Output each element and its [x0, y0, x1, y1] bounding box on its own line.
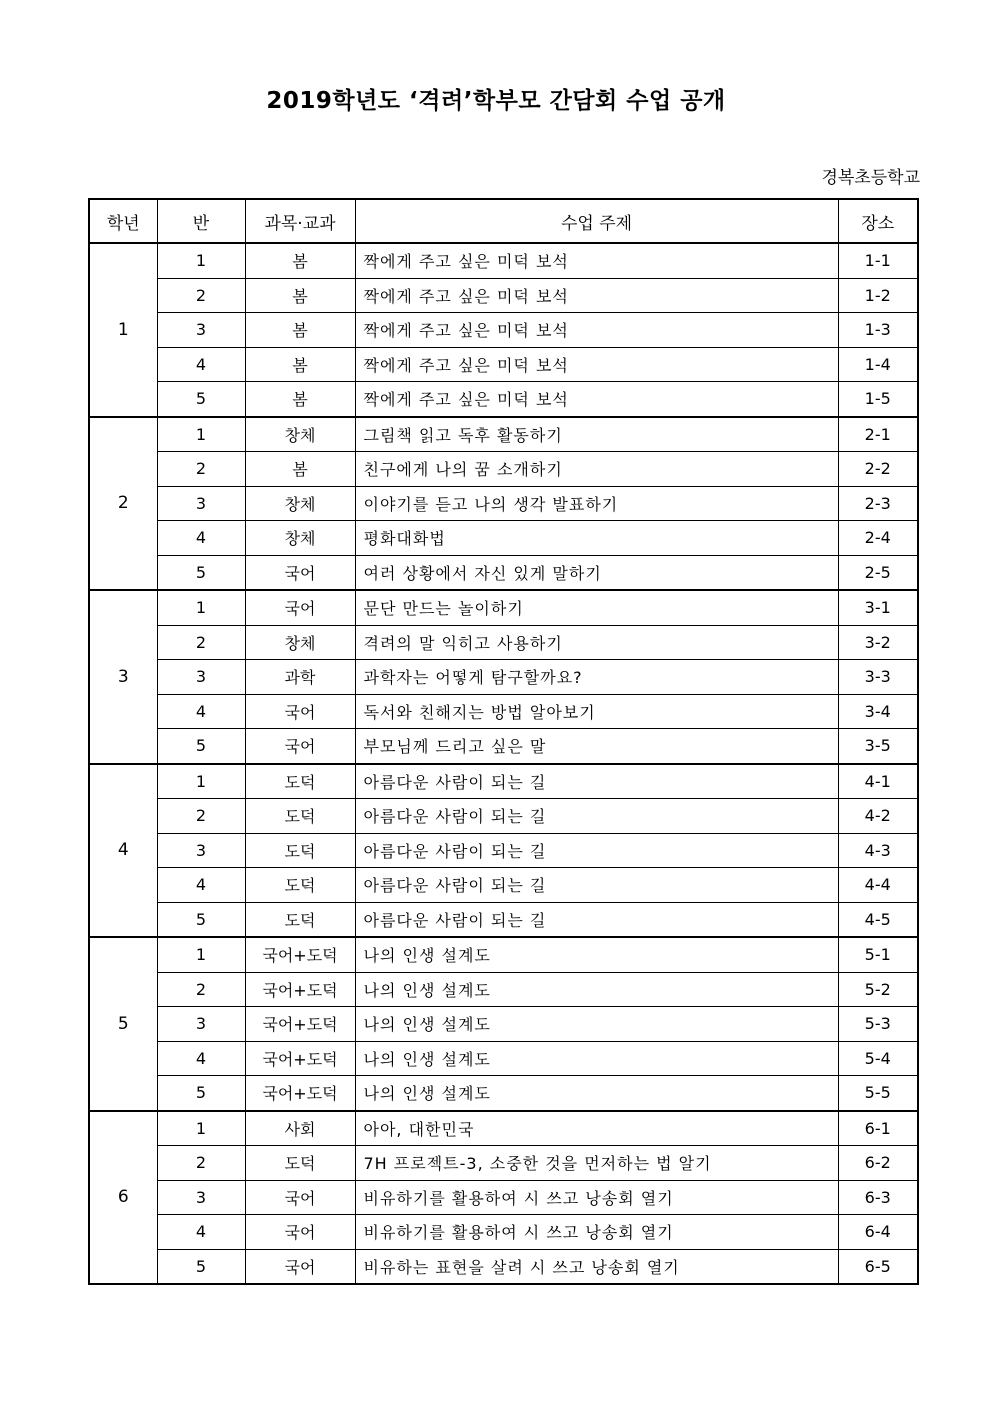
class-cell: 5 — [157, 555, 245, 590]
table-row — [89, 937, 918, 972]
topic-cell: 7H 프로젝트-3, 소중한 것을 먼저하는 법 알기 — [355, 1146, 838, 1181]
class-cell: 4 — [157, 694, 245, 729]
subject-cell: 국어 — [245, 729, 355, 764]
class-cell: 5 — [157, 902, 245, 937]
table-row — [89, 1007, 918, 1042]
table-row — [89, 417, 918, 452]
topic-cell: 아름다운 사람이 되는 길 — [355, 868, 838, 903]
subject-cell: 국어+도덕 — [245, 972, 355, 1007]
header-topic: 수업 주제 — [355, 199, 838, 243]
table-row — [89, 799, 918, 834]
class-cell: 5 — [157, 1076, 245, 1111]
subject-cell: 봄 — [245, 243, 355, 278]
table-row — [89, 486, 918, 521]
subject-cell: 국어 — [245, 590, 355, 625]
subject-cell: 국어+도덕 — [245, 1076, 355, 1111]
subject-cell: 도덕 — [245, 799, 355, 834]
subject-cell: 국어+도덕 — [245, 1007, 355, 1042]
subject-cell: 창체 — [245, 521, 355, 556]
subject-cell: 도덕 — [245, 1146, 355, 1181]
topic-cell: 비유하는 표현을 살려 시 쓰고 낭송회 열기 — [355, 1249, 838, 1284]
subject-cell: 국어 — [245, 555, 355, 590]
place-cell: 4-2 — [838, 799, 918, 834]
topic-cell: 짝에게 주고 싶은 미덕 보석 — [355, 278, 838, 313]
table-row — [89, 278, 918, 313]
subject-cell: 봄 — [245, 313, 355, 348]
place-cell: 1-5 — [838, 382, 918, 417]
topic-cell: 짝에게 주고 싶은 미덕 보석 — [355, 382, 838, 417]
table-row — [89, 1076, 918, 1111]
class-cell: 5 — [157, 1249, 245, 1284]
table-row — [89, 382, 918, 417]
class-cell: 2 — [157, 972, 245, 1007]
table-row — [89, 972, 918, 1007]
place-cell: 5-3 — [838, 1007, 918, 1042]
class-cell: 2 — [157, 1146, 245, 1181]
table-row — [89, 1041, 918, 1076]
table-row — [89, 590, 918, 625]
place-cell: 3-2 — [838, 625, 918, 660]
subject-cell: 창체 — [245, 486, 355, 521]
place-cell: 5-2 — [838, 972, 918, 1007]
class-cell: 4 — [157, 521, 245, 556]
topic-cell: 나의 인생 설계도 — [355, 1007, 838, 1042]
topic-cell: 아름다운 사람이 되는 길 — [355, 833, 838, 868]
place-cell: 4-5 — [838, 902, 918, 937]
topic-cell: 짝에게 주고 싶은 미덕 보석 — [355, 313, 838, 348]
header-place: 장소 — [838, 199, 918, 243]
topic-cell: 아아, 대한민국 — [355, 1111, 838, 1146]
class-cell: 1 — [157, 764, 245, 799]
subject-cell: 봄 — [245, 452, 355, 487]
place-cell: 2-5 — [838, 555, 918, 590]
page-title: 2019학년도 ‘격려’학부모 간담회 수업 공개 — [266, 88, 726, 114]
table-body — [89, 243, 918, 1284]
class-cell: 4 — [157, 1041, 245, 1076]
class-cell: 3 — [157, 486, 245, 521]
place-cell: 3-1 — [838, 590, 918, 625]
topic-cell: 나의 인생 설계도 — [355, 972, 838, 1007]
topic-cell: 아름다운 사람이 되는 길 — [355, 902, 838, 937]
class-cell: 2 — [157, 452, 245, 487]
class-cell: 1 — [157, 1111, 245, 1146]
topic-cell: 친구에게 나의 꿈 소개하기 — [355, 452, 838, 487]
class-cell: 2 — [157, 278, 245, 313]
place-cell: 5-4 — [838, 1041, 918, 1076]
place-cell: 3-3 — [838, 660, 918, 695]
grade-cell: 1 — [89, 243, 157, 417]
topic-cell: 나의 인생 설계도 — [355, 937, 838, 972]
table-row — [89, 1146, 918, 1181]
table-row — [89, 452, 918, 487]
place-cell: 3-4 — [838, 694, 918, 729]
subject-cell: 사회 — [245, 1111, 355, 1146]
table-row — [89, 694, 918, 729]
subject-cell: 국어+도덕 — [245, 937, 355, 972]
grade-cell: 4 — [89, 764, 157, 938]
header-class: 반 — [157, 199, 245, 243]
subject-cell: 도덕 — [245, 833, 355, 868]
school-name: 경복초등학교 — [821, 168, 920, 188]
table-row — [89, 555, 918, 590]
place-cell: 3-5 — [838, 729, 918, 764]
topic-cell: 이야기를 듣고 나의 생각 발표하기 — [355, 486, 838, 521]
topic-cell: 그림책 읽고 독후 활동하기 — [355, 417, 838, 452]
class-cell: 1 — [157, 243, 245, 278]
class-cell: 4 — [157, 1215, 245, 1250]
class-cell: 3 — [157, 313, 245, 348]
table-row — [89, 1215, 918, 1250]
topic-cell: 짝에게 주고 싶은 미덕 보석 — [355, 243, 838, 278]
grade-cell: 6 — [89, 1111, 157, 1285]
place-cell: 5-5 — [838, 1076, 918, 1111]
class-cell: 1 — [157, 590, 245, 625]
table-row — [89, 347, 918, 382]
topic-cell: 부모님께 드리고 싶은 말 — [355, 729, 838, 764]
place-cell: 6-4 — [838, 1215, 918, 1250]
topic-cell: 독서와 친해지는 방법 알아보기 — [355, 694, 838, 729]
table-row — [89, 764, 918, 799]
table-row — [89, 660, 918, 695]
subject-cell: 창체 — [245, 417, 355, 452]
table-row — [89, 1111, 918, 1146]
place-cell: 1-4 — [838, 347, 918, 382]
topic-cell: 나의 인생 설계도 — [355, 1041, 838, 1076]
table-row — [89, 521, 918, 556]
subject-cell: 국어+도덕 — [245, 1041, 355, 1076]
table-row — [89, 1249, 918, 1284]
class-cell: 2 — [157, 799, 245, 834]
subject-cell: 국어 — [245, 1180, 355, 1215]
topic-cell: 아름다운 사람이 되는 길 — [355, 764, 838, 799]
place-cell: 1-3 — [838, 313, 918, 348]
table-row — [89, 729, 918, 764]
place-cell: 4-4 — [838, 868, 918, 903]
table-row — [89, 313, 918, 348]
topic-cell: 나의 인생 설계도 — [355, 1076, 838, 1111]
class-cell: 2 — [157, 625, 245, 660]
place-cell: 2-1 — [838, 417, 918, 452]
place-cell: 5-1 — [838, 937, 918, 972]
class-cell: 5 — [157, 729, 245, 764]
topic-cell: 격려의 말 익히고 사용하기 — [355, 625, 838, 660]
table-row — [89, 833, 918, 868]
subject-cell: 봄 — [245, 278, 355, 313]
grade-cell: 3 — [89, 590, 157, 764]
place-cell: 1-1 — [838, 243, 918, 278]
place-cell: 6-1 — [838, 1111, 918, 1146]
header-subject: 과목·교과 — [245, 199, 355, 243]
subject-cell: 도덕 — [245, 868, 355, 903]
class-cell: 3 — [157, 660, 245, 695]
class-cell: 1 — [157, 417, 245, 452]
table-row — [89, 1180, 918, 1215]
topic-cell: 문단 만드는 놀이하기 — [355, 590, 838, 625]
grade-cell: 2 — [89, 417, 157, 591]
subject-cell: 창체 — [245, 625, 355, 660]
header-row — [89, 199, 918, 243]
subject-cell: 봄 — [245, 382, 355, 417]
header-grade: 학년 — [89, 199, 157, 243]
class-cell: 5 — [157, 382, 245, 417]
class-cell: 4 — [157, 868, 245, 903]
subject-cell: 도덕 — [245, 902, 355, 937]
topic-cell: 아름다운 사람이 되는 길 — [355, 799, 838, 834]
table-row — [89, 902, 918, 937]
place-cell: 1-2 — [838, 278, 918, 313]
topic-cell: 과학자는 어떻게 탐구할까요? — [355, 660, 838, 695]
class-schedule-table — [88, 198, 919, 1285]
table-row — [89, 243, 918, 278]
class-cell: 1 — [157, 937, 245, 972]
subject-cell: 국어 — [245, 1215, 355, 1250]
place-cell: 6-5 — [838, 1249, 918, 1284]
class-cell: 4 — [157, 347, 245, 382]
class-cell: 3 — [157, 1180, 245, 1215]
place-cell: 6-2 — [838, 1146, 918, 1181]
class-cell: 3 — [157, 833, 245, 868]
place-cell: 4-1 — [838, 764, 918, 799]
table-row — [89, 625, 918, 660]
place-cell: 6-3 — [838, 1180, 918, 1215]
topic-cell: 여러 상황에서 자신 있게 말하기 — [355, 555, 838, 590]
place-cell: 2-2 — [838, 452, 918, 487]
class-cell: 3 — [157, 1007, 245, 1042]
place-cell: 2-3 — [838, 486, 918, 521]
subject-cell: 도덕 — [245, 764, 355, 799]
subject-cell: 국어 — [245, 1249, 355, 1284]
grade-cell: 5 — [89, 937, 157, 1111]
topic-cell: 비유하기를 활용하여 시 쓰고 낭송회 열기 — [355, 1215, 838, 1250]
subject-cell: 봄 — [245, 347, 355, 382]
topic-cell: 짝에게 주고 싶은 미덕 보석 — [355, 347, 838, 382]
place-cell: 4-3 — [838, 833, 918, 868]
subject-cell: 과학 — [245, 660, 355, 695]
topic-cell: 비유하기를 활용하여 시 쓰고 낭송회 열기 — [355, 1180, 838, 1215]
topic-cell: 평화대화법 — [355, 521, 838, 556]
place-cell: 2-4 — [838, 521, 918, 556]
table-row — [89, 868, 918, 903]
subject-cell: 국어 — [245, 694, 355, 729]
